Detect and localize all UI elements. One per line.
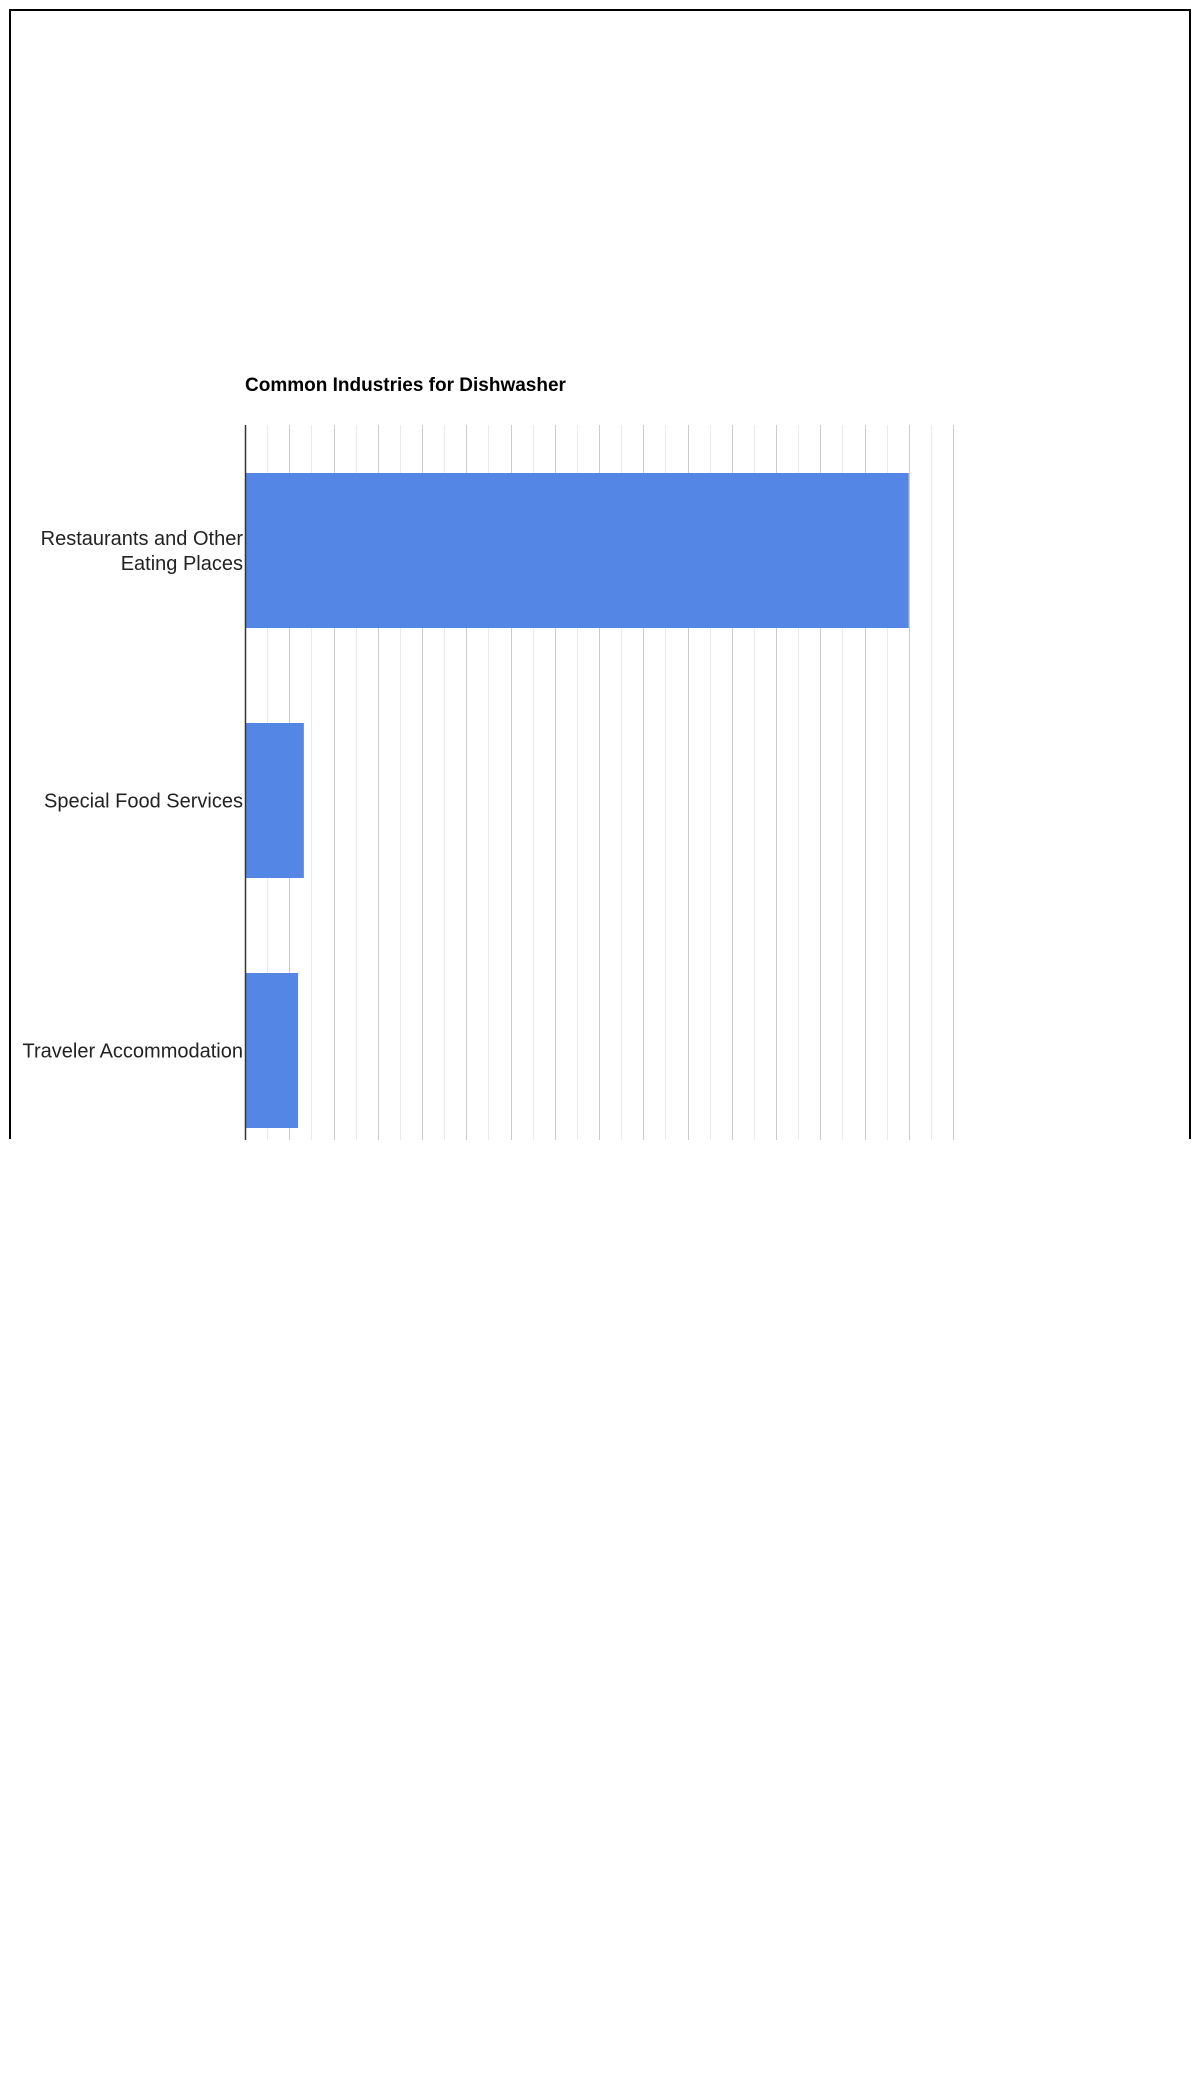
category-label: Restaurants and Other [40,528,243,550]
bars [245,473,909,1128]
category-labels [23,528,244,1063]
category-label: Special Food Services [44,790,243,813]
bar [245,473,909,628]
chart-title: Common Industries for Dishwasher [245,375,566,396]
bar [245,723,304,878]
bar [245,973,298,1128]
category-label: Traveler Accommodation [22,1040,243,1063]
category-label: Eating Places [120,553,243,575]
